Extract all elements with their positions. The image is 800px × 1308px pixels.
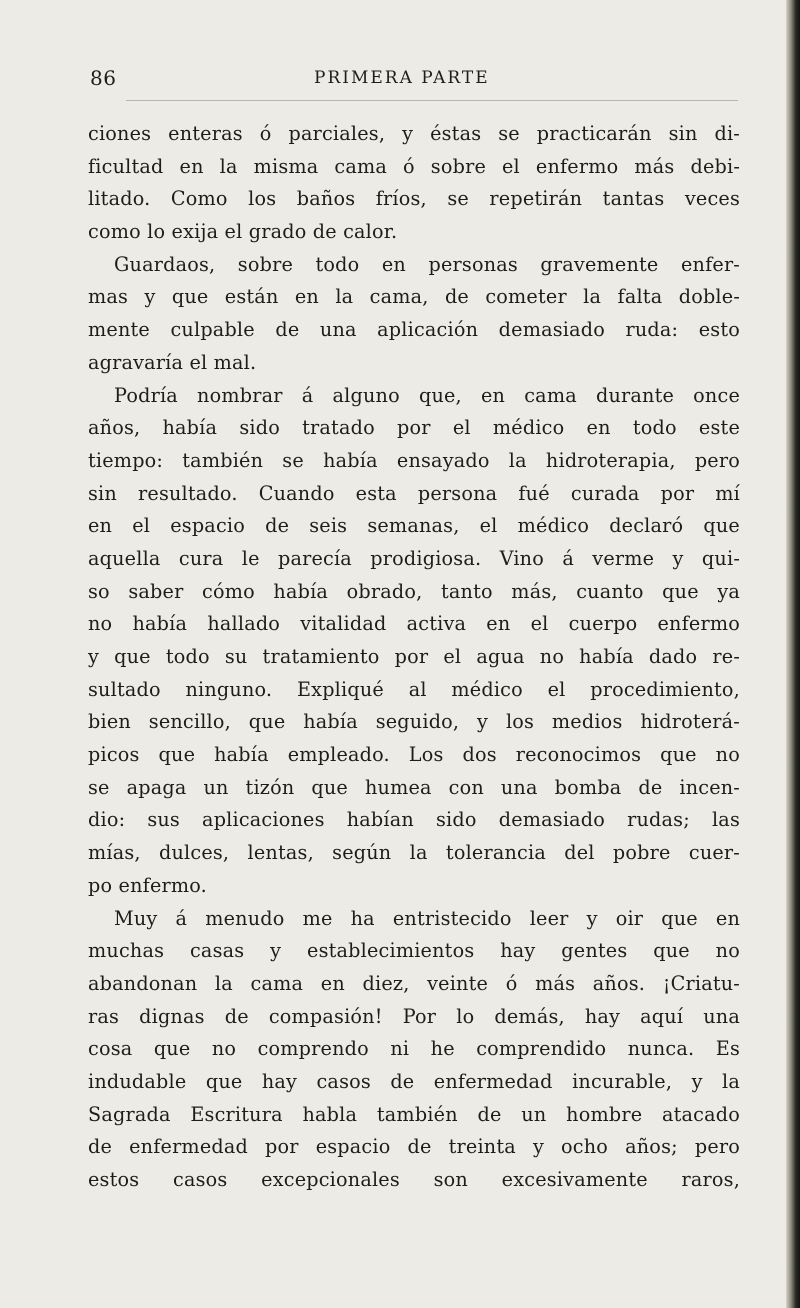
body-text — [88, 118, 740, 1197]
paragraph-end-line: agravaría el mal. — [88, 350, 257, 374]
text-line: ciones enteras ó parciales, y éstas se practicarán sin di- — [88, 122, 740, 145]
paragraph-start-line: Guardaos, sobre todo en personas gravemente enfer- — [114, 252, 740, 276]
text-line: mas y que están en la cama, de cometer la falta doble- — [88, 285, 740, 309]
text-line: abandonan la cama en diez, veinte ó más años. ¡Criatu- — [88, 971, 740, 995]
paragraph-end-line: como lo exija el grado de calor. — [88, 220, 398, 244]
paragraph-start-line: Muy á menudo me ha entristecido leer y oir que en — [114, 906, 740, 930]
page-number: 86 — [90, 66, 117, 90]
text-line: mías, dulces, lentas, según la tolerancia del pobre cuer- — [88, 841, 740, 865]
text-line: sin resultado. Cuando esta persona fué curada por mí — [88, 481, 740, 505]
text-line: mente culpable de una aplicación demasiado ruda: esto — [88, 318, 740, 342]
text-line: de enfermedad por espacio de treinta y ocho años; pero — [88, 1135, 740, 1159]
text-line: tiempo: también se había ensayado la hidroterapia, pero — [88, 448, 740, 472]
text-line: litado. Como los baños fríos, se repetirán tantas veces — [88, 187, 740, 211]
text-line: años, había sido tratado por el médico en todo este — [88, 416, 740, 440]
header-rule — [126, 100, 738, 101]
text-line: picos que había empleado. Los dos reconocimos que no — [88, 743, 740, 767]
text-line: ras dignas de compasión! Por lo demás, hay aquí una — [88, 1004, 740, 1028]
text-line: cosa que no comprendo ni he comprendido nunca. Es — [88, 1037, 740, 1061]
text-line: muchas casas y establecimientos hay gentes que no — [88, 939, 740, 963]
text-line: ficultad en la misma cama ó sobre el enfermo más debi- — [88, 154, 740, 178]
page-header — [82, 66, 742, 96]
text-line: dio: sus aplicaciones habían sido demasiado rudas; las — [88, 808, 740, 832]
text-line: bien sencillo, que había seguido, y los medios hidroterá- — [88, 710, 740, 734]
text-line: estos casos excepcionales son excesivamente raros, — [88, 1168, 740, 1191]
running-head: PRIMERA PARTE — [314, 68, 490, 88]
text-line: indudable que hay casos de enfermedad incurable, y la — [88, 1069, 740, 1093]
text-line: no había hallado vitalidad activa en el cuerpo enfermo — [88, 612, 740, 636]
text-line: se apaga un tizón que humea con una bomba de incen- — [88, 775, 740, 799]
book-spine-edge — [786, 0, 800, 1308]
paragraph-end-line: po enfermo. — [88, 873, 207, 897]
text-line: sultado ninguno. Expliqué al médico el procedimiento, — [88, 677, 740, 701]
text-line: Sagrada Escritura habla también de un hombre atacado — [88, 1102, 740, 1126]
text-line: y que todo su tratamiento por el agua no había dado re- — [88, 645, 740, 668]
text-line: so saber cómo había obrado, tanto más, cuanto que ya — [88, 579, 740, 603]
text-line: en el espacio de seis semanas, el médico declaró que — [88, 514, 740, 538]
paragraph-start-line: Podría nombrar á alguno que, en cama durante once — [114, 383, 740, 407]
text-line: aquella cura le parecía prodigiosa. Vino á verme y qui- — [88, 546, 740, 570]
